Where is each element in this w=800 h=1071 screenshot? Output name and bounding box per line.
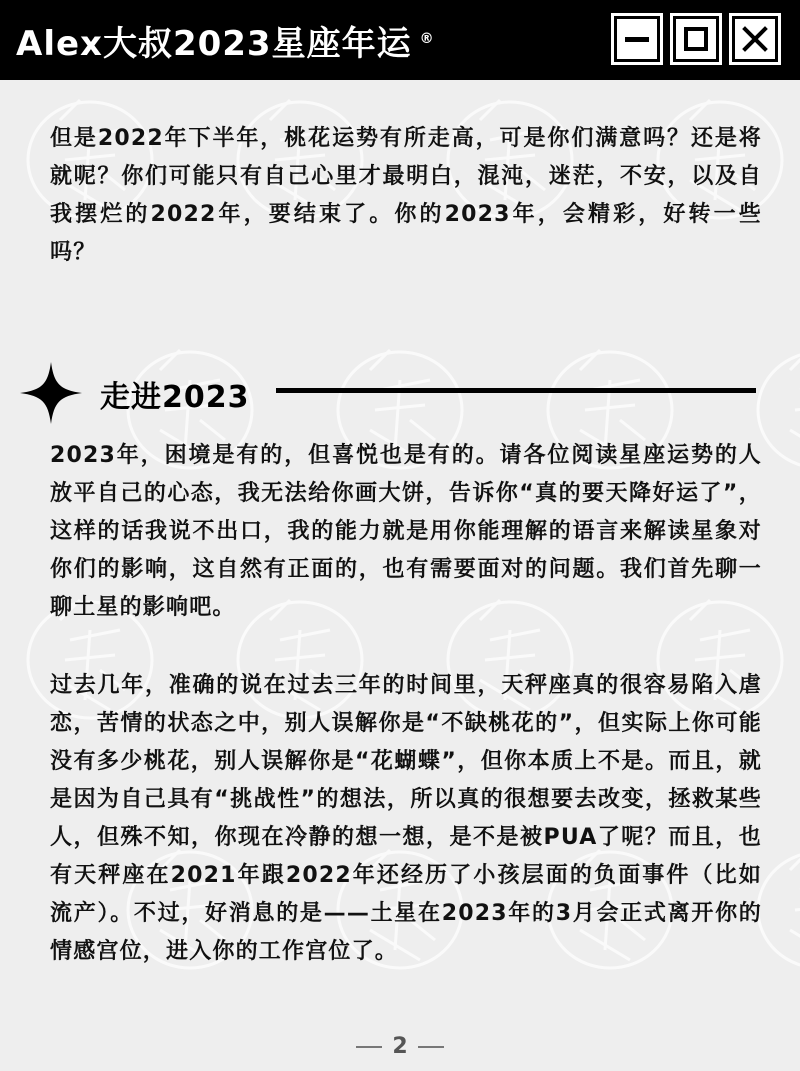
paragraph-intro: 但是2022年下半年，桃花运势有所走高，可是你们满意吗？还是将就呢？你们可能只有自己心里才最明白，混沌，迷茫，不安，以及自我摆烂的2022年，要结束了。你的2023年，会精彩，好转一些吗？ xyxy=(50,126,762,265)
watermark-mark xyxy=(758,850,800,968)
section-title: 走进2023 xyxy=(100,380,250,415)
page-dash-left xyxy=(356,1046,382,1048)
title-bar xyxy=(0,0,800,80)
section-divider xyxy=(276,388,756,393)
sparkle-icon xyxy=(18,360,84,426)
close-button[interactable] xyxy=(732,16,778,62)
minimize-button[interactable] xyxy=(614,16,660,62)
paragraph-2023: 2023年，困境是有的，但喜悦也是有的。请各位阅读星座运势的人放平自己的心态，我无法给你画大饼，告诉你“真的要天降好运了”，这样的话我说不出口，我的能力就是用你能理解的语言来解读星象对你们的影响，这自然有正面的，也有需要面对的问题。我们首先聊一聊土星的影响吧。 xyxy=(50,443,762,620)
window-title xyxy=(16,16,435,65)
paragraph-saturn: 过去几年，准确的说在过去三年的时间里，天秤座真的很容易陷入虐恋，苦情的状态之中，别人误解你是“不缺桃花的”，但实际上你可能没有多少桃花，别人误解你是“花蝴蝶”，但你本质上不是。而且，就是因为自己具有“挑战性”的想法，所以真的很想要去改变，拯救某些人，但殊不知，你现在冷静的想一想，是不是被PUA了呢？而且，也有天秤座在2021年跟2022年还经历了小孩层面的负面事件（比如流产）。不过，好消息的是——土星在2023年的3月会正式离开你的情感宫位，进入你的工作宫位了。 xyxy=(50,673,762,964)
window-title-text: Alex大叔2023星座年运 xyxy=(16,24,412,64)
page-dash-right xyxy=(418,1046,444,1048)
section-header xyxy=(18,358,778,428)
minimize-icon xyxy=(617,19,657,59)
close-icon xyxy=(735,19,775,59)
maximize-button[interactable] xyxy=(673,16,719,62)
maximize-icon xyxy=(676,19,716,59)
registered-mark: ® xyxy=(419,30,435,47)
page-number-text: 2 xyxy=(392,1034,408,1059)
page-number xyxy=(0,1034,800,1059)
